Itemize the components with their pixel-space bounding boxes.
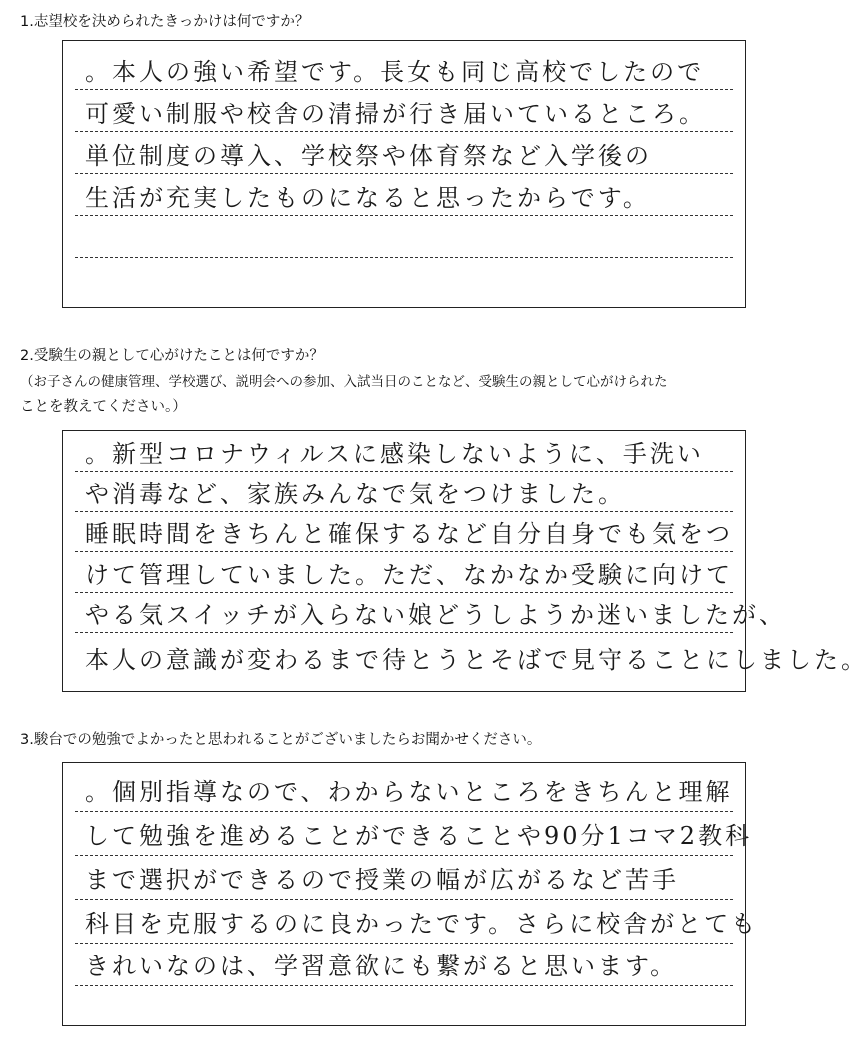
question-2-note-line-2: ことを教えてください。） (20, 399, 187, 415)
ruled-line (75, 592, 733, 593)
ruled-line (75, 551, 733, 552)
ruled-line (75, 215, 733, 216)
answer-1-line-3: 単位制度の導入、学校祭や体育祭など入学後の (85, 142, 652, 170)
answer-3-line-2: して勉強を進めることができることや90分1コマ2教科 (85, 822, 753, 850)
ruled-line (75, 131, 733, 132)
answer-2-line-6: 本人の意識が変わるまで待とうとそばで見守ることにしました。 (85, 646, 868, 674)
question-2-heading: 2.受験生の親として心がけたことは何ですか？ (20, 348, 324, 364)
answer-3-line-3: まで選択ができるので授業の幅が広がるなど苦手 (85, 866, 679, 894)
ruled-line (75, 173, 733, 174)
answer-3-line-4: 科目を克服するのに良かったです。さらに校舎がとても (85, 910, 759, 938)
ruled-line (75, 943, 733, 944)
ruled-line (75, 511, 733, 512)
ruled-line (75, 985, 733, 986)
answer-box-1 (62, 40, 746, 308)
ruled-line (75, 89, 733, 90)
ruled-line (75, 632, 733, 633)
ruled-line (75, 257, 733, 258)
answer-1-line-1: 。本人の強い希望です。長女も同じ高校でしたので (85, 58, 705, 86)
ruled-line (75, 811, 733, 812)
ruled-line (75, 855, 733, 856)
question-2-note-line-1: （お子さんの健康管理、学校選び、説明会への参加、入試当日のことなど、受験生の親として心がけられた (20, 374, 668, 390)
answer-2-line-5: やる気スイッチが入らない娘どうしようか迷いましたが、 (85, 601, 787, 629)
answer-box-3 (62, 762, 759, 1026)
ruled-line (75, 471, 733, 472)
answer-2-line-2: や消毒など、家族みんなで気をつけました。 (85, 480, 625, 508)
ruled-line (75, 899, 733, 900)
answer-2-line-4: けて管理していました。ただ、なかなか受験に向けて (85, 561, 733, 589)
answer-1-line-2: 可愛い制服や校舎の清掃が行き届いているところ。 (85, 100, 706, 128)
answer-3-line-1: 。個別指導なので、わからないところをきちんと理解 (85, 778, 733, 806)
answer-3-line-5: きれいなのは、学習意欲にも繋がると思います。 (85, 952, 678, 980)
answer-2-line-3: 睡眠時間をきちんと確保するなど自分自身でも気をつ (85, 520, 733, 548)
answer-1-line-4: 生活が充実したものになると思ったからです。 (85, 184, 650, 212)
question-3-heading: 3.駿台での勉強でよかったと思われることがございましたらお聞かせください。 (20, 732, 542, 748)
answer-2-line-1: 。新型コロナウィルスに感染しないように、手洗い (85, 440, 704, 468)
answer-box-2 (62, 430, 868, 692)
question-1-heading: 1.志望校を決められたきっかけは何ですか？ (20, 14, 310, 30)
